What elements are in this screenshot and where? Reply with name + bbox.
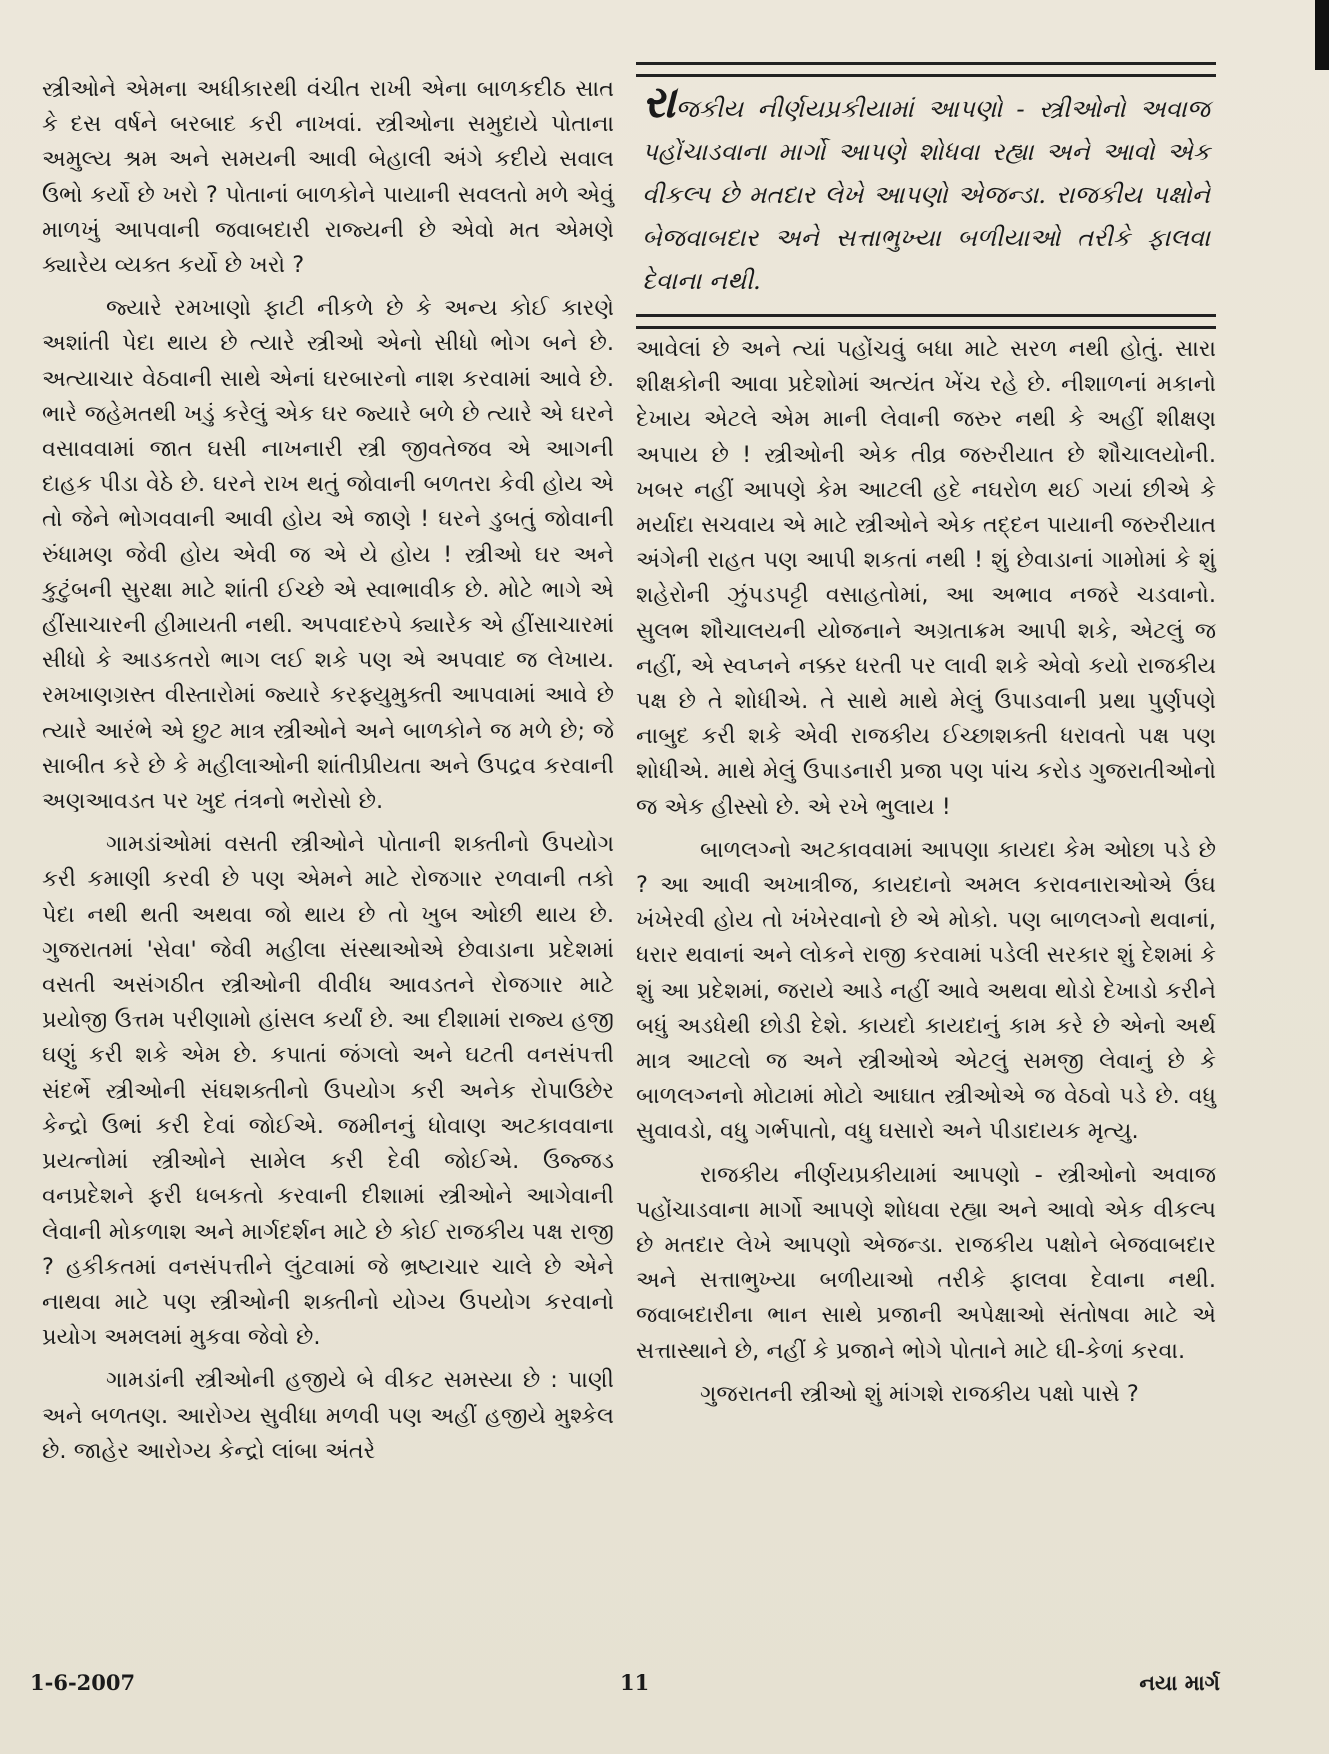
right-column: [636, 332, 1216, 1412]
paragraph: સ્ત્રીઓને એમના અધીકારથી વંચીત રાખી એના બાળકદીઠ સાત કે દસ વર્ષને બરબાદ કરી નાખવાં. સ્ત્રીઓના સમુદાયે પોતાના અમુલ્ય શ્રમ અને સમયની આવી બેહાલી અંગે કદીયે સવાલ ઉભો કર્યો છે ખરો ? પોતાનાં બાળકોને પાયાની સવલતો મળે એવું માળખું આપવાની જવાબદારી રાજ્યની છે એવો મત એમણે ક્યારેય વ્યક્ત કર્યો છે ખરો ?: [42, 76, 614, 279]
publication-name: નયા માર્ગ: [1139, 1670, 1220, 1695]
pull-quote-text: [636, 77, 1216, 302]
issue-date: 1-6-2007: [30, 1670, 136, 1695]
page-number: 11: [620, 1670, 650, 1695]
paragraph: રાજકીય નીર્ણયપ્રકીયામાં આપણો - સ્ત્રીઓનો અવાજ પહોંચાડવાના માર્ગો આપણે શોધવા રહ્યા અને આવો એક વીકલ્પ છે મતદાર લેખે આપણો એજન્ડા. રાજકીય પક્ષોને બેજવાબદાર અને સત્તાભુખ્યા બળીયાઓ તરીકે ફાલવા દેવાના નથી. જવાબદારીના ભાન સાથે પ્રજાની અપેક્ષાઓ સંતોષવા માટે એ સત્તાસ્થાને છે, નહીં કે પ્રજાને ભોગે પોતાને માટે ઘી-કેળાં કરવા.: [636, 1161, 1216, 1364]
page-footer: [30, 1670, 1220, 1710]
binding-edge: [1315, 0, 1329, 70]
bottom-rule: [636, 314, 1216, 329]
paragraph: આવેલાં છે અને ત્યાં પહોંચવું બધા માટે સરળ નથી હોતું. સારા શીક્ષકોની આવા પ્રદેશોમાં અત્યંત ખેંચ રહે છે. નીશાળનાં મકાનો દેખાય એટલે એમ માની લેવાની જરુર નથી કે અહીં શીક્ષણ અપાય છે ! સ્ત્રીઓની એક તીવ્ર જરુરીયાત છે શૌચાલયોની. ખબર નહીં આપણે કેમ આટલી હદે નઘરોળ થઈ ગયાં છીએ કે મર્યાદા સચવાય એ માટે સ્ત્રીઓને એક તદ્દન પાયાની જરુરીયાત અંગેની રાહત પણ આપી શકતાં નથી ! શું છેવાડાનાં ગામોમાં કે શું શહેરોની ઝુંપડપટ્ટી વસાહતોમાં, આ અભાવ નજરે ચડવાનો. સુલભ શૌચાલયની યોજનાને અગ્રતાક્રમ આપી શકે, એટલું જ નહીં, એ સ્વપ્નને નક્કર ધરતી પર લાવી શકે એવો કયો રાજકીય પક્ષ છે તે શોધીએ. તે સાથે માથે મેલું ઉપાડવાની પ્રથા પુર્ણપણે નાબુદ કરી શકે એવી રાજકીય ઈચ્છાશક્તી ધરાવતો પક્ષ પણ શોધીએ. માથે મેલું ઉપાડનારી પ્રજા પણ પાંચ કરોડ ગુજરાતીઓનો જ એક હીસ્સો છે. એ રખે ભુલાય !: [636, 336, 1216, 820]
paragraph: ગામડાંઓમાં વસતી સ્ત્રીઓને પોતાની શક્તીનો ઉપયોગ કરી કમાણી કરવી છે પણ એમને માટે રોજગાર રળવાની તકો પેદા નથી થતી અથવા જો થાય છે તો ખુબ ઓછી થાય છે. ગુજરાતમાં 'સેવા' જેવી મહીલા સંસ્થાઓએ છેવાડાના પ્રદેશમાં વસતી અસંગઠીત સ્ત્રીઓની વીવીધ આવડતને રોજગાર માટે પ્રયોજી ઉત્તમ પરીણામો હાંસલ કર્યાં છે. આ દીશામાં રાજ્ય હજી ઘણું કરી શકે એમ છે. કપાતાં જંગલો અને ઘટતી વનસંપત્તી સંદર્ભે સ્ત્રીઓની સંઘશક્તીનો ઉપયોગ કરી અનેક રોપાઉછેર કેન્દ્રો ઉભાં કરી દેવાં જોઈએ. જમીનનું ધોવાણ અટકાવવાના પ્રયત્નોમાં સ્ત્રીઓને સામેલ કરી દેવી જોઈએ. ઉજ્જડ વનપ્રદેશને ફરી ધબકતો કરવાની દીશામાં સ્ત્રીઓને આગેવાની લેવાની મોકળાશ અને માર્ગદર્શન માટે છે કોઈ રાજકીય પક્ષ રાજી ? હકીકતમાં વનસંપત્તીને લુંટવામાં જે ભ્રષ્ટાચાર ચાલે છે એને નાથવા માટે પણ સ્ત્રીઓની શક્તીનો યોગ્ય ઉપયોગ કરવાનો પ્રયોગ અમલમાં મુકવા જેવો છે.: [42, 831, 614, 1351]
left-column: [42, 72, 614, 1469]
paragraph: ગામડાંની સ્ત્રીઓની હજીયે બે વીકટ સમસ્યા છે : પાણી અને બળતણ. આરોગ્ય સુવીધા મળવી પણ અહીં હજીયે મુશ્કેલ છે. જાહેર આરોગ્ય કેન્દ્રો લાંબા અંતરે: [42, 1367, 614, 1464]
pull-quote-body: જકીય નીર્ણયપ્રકીયામાં આપણો - સ્ત્રીઓનો અવાજ પહોંચાડવાના માર્ગો આપણે શોધવા રહ્યા અને આવો એક વીકલ્પ છે મતદાર લેખે આપણો એજન્ડા. રાજકીય પક્ષોને બેજવાબદાર અને સત્તાભુખ્યા બળીયાઓ તરીકે ફાલવા દેવાના નથી.: [642, 94, 1210, 295]
closing-line: ગુજરાતની સ્ત્રીઓ શું માંગશે રાજકીય પક્ષો પાસે ?: [700, 1380, 1139, 1407]
top-rule: [636, 62, 1216, 77]
pull-quote: [636, 62, 1216, 329]
paragraph: બાળલગ્નો અટકાવવામાં આપણા કાયદા કેમ ઓછા પડે છે ? આ આવી અખાત્રીજ, કાયદાનો અમલ કરાવનારાઓએ ઉંઘ ખંખેરવી હોય તો ખંખેરવાનો છે એ મોકો. પણ બાળલગ્નો થવાનાં, ધરાર થવાનાં અને લોકને રાજી કરવામાં પડેલી સરકાર શું દેશમાં કે શું આ પ્રદેશમાં, જરાયે આડે નહીં આવે અથવા થોડો દેખાડો કરીને બધું અડધેથી છોડી દેશે. કાયદો કાયદાનું કામ કરે છે એનો અર્થ માત્ર આટલો જ અને સ્ત્રીઓએ એટલું સમજી લેવાનું છે કે બાળલગ્નનો મોટામાં મોટો આઘાત સ્ત્રીઓએ જ વેઠવો પડે છે. વધુ સુવાવડો, વધુ ગર્ભપાતો, વધુ ઘસારો અને પીડાદાયક મૃત્યુ.: [636, 836, 1216, 1145]
paragraph: જ્યારે રમખાણો ફાટી નીકળે છે કે અન્ય કોઈ કારણે અશાંતી પેદા થાય છે ત્યારે સ્ત્રીઓ એનો સીધો ભોગ બને છે. અત્યાચાર વેઠવાની સાથે એનાં ઘરબારનો નાશ કરવામાં આવે છે. ભારે જહેમતથી ખડું કરેલું એક ઘર જ્યારે બળે છે ત્યારે એ ઘરને વસાવવામાં જાત ઘસી નાખનારી સ્ત્રી જીવતેજવ એ આગની દાહક પીડા વેઠે છે. ઘરને રાખ થતું જોવાની બળતરા કેવી હોય એ તો જેને ભોગવવાની આવી હોય એ જાણે ! ઘરને ડુબતું જોવાની રુંધામણ જેવી હોય એવી જ એ યે હોય ! સ્ત્રીઓ ઘર અને કુટુંબની સુરક્ષા માટે શાંતી ઈચ્છે એ સ્વાભાવીક છે. મોટે ભાગે એ હીંસાચારની હીમાયતી નથી. અપવાદરુપે ક્યારેક એ હીંસાચારમાં સીધો કે આડકતરો ભાગ લઈ શકે પણ એ અપવાદ જ લેખાય. રમખાણગ્રસ્ત વીસ્તારોમાં જ્યારે કરફ્યુમુક્તી આપવામાં આવે છે ત્યારે આરંભે એ છુટ માત્ર સ્ત્રીઓને અને બાળકોને જ મળે છે; જે સાબીત કરે છે કે મહીલાઓની શાંતીપ્રીયતા અને ઉપદ્રવ કરવાની અણઆવડત પર ખુદ તંત્રનો ભરોસો છે.: [42, 295, 614, 815]
drop-cap: રા: [642, 77, 676, 128]
